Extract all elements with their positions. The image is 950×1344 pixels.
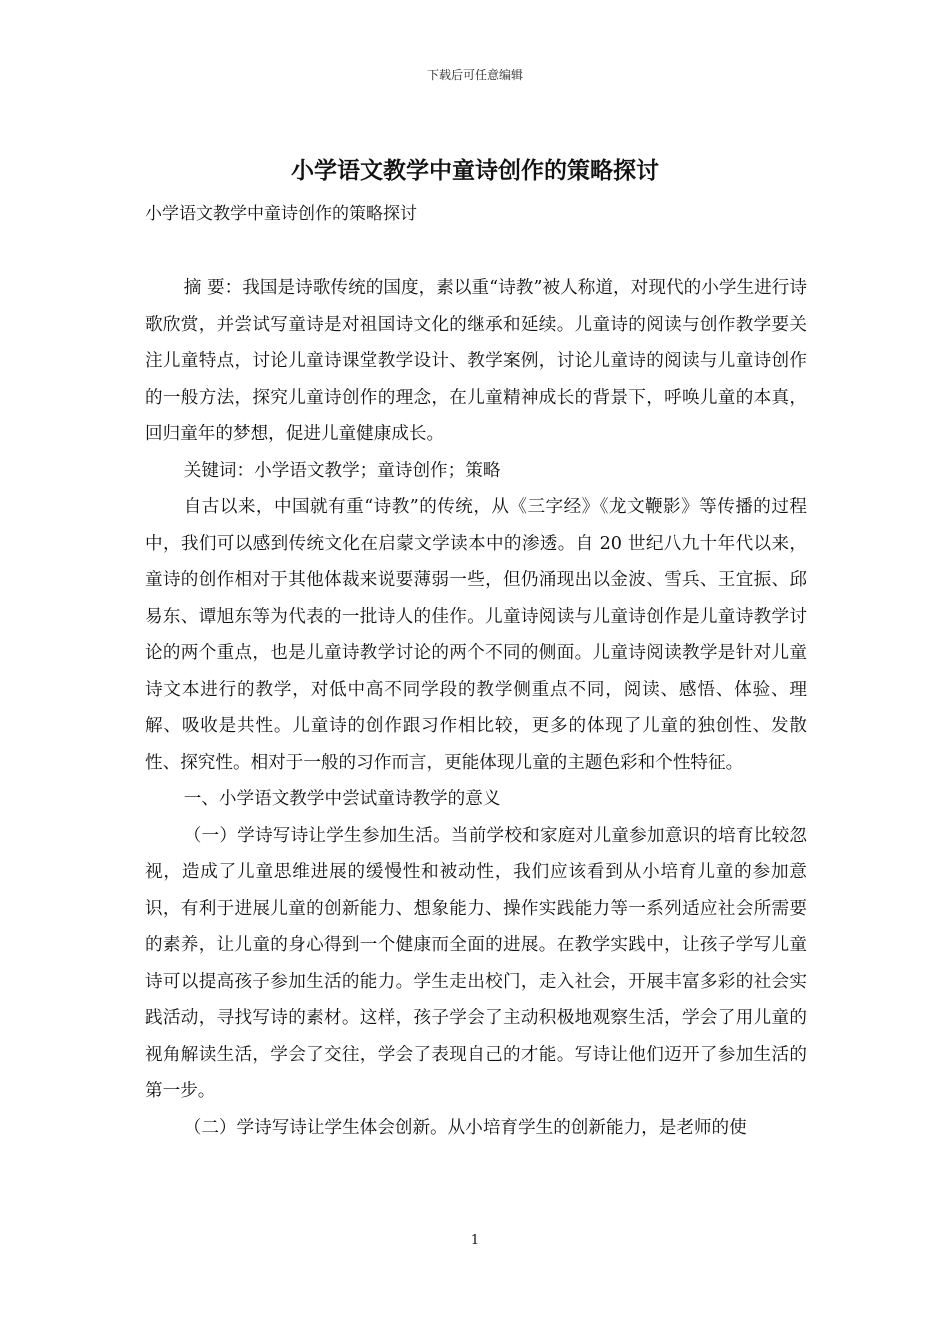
page-number: 1	[470, 1233, 480, 1248]
subsection-paragraph: （二）学诗写诗让学生体会创新。从小培育学生的创新能力，是老师的使	[183, 1117, 747, 1138]
document-subtitle: 小学语文教学中童诗创作的策略探讨	[145, 204, 417, 224]
document-body	[145, 270, 807, 1146]
abstract-paragraph: 摘 要：我国是诗歌传统的国度，素以重“诗教”被人称道，对现代的小学生进行诗歌欣赏，并尝试写童诗是对祖国诗文化的继承和延续。儿童诗的阅读与创作教学要关注儿童特点，讨论儿童诗课堂教学设计、教学案例，讨论儿童诗的阅读与儿童诗创作的一般方法，探究儿童诗创作的理念，在儿童精神成长的背景下，呼唤儿童的本真，回归童年的梦想，促进儿童健康成长。	[145, 278, 807, 444]
section-heading: 一、小学语文教学中尝试童诗教学的意义	[183, 789, 501, 809]
document-title: 小学语文教学中童诗创作的策略探讨	[291, 157, 659, 184]
intro-paragraph: 自古以来，中国就有重“诗教”的传统，从《三字经》《龙文鞭影》等传播的过程中，我们可以感到传统文化在启蒙文学读本中的渗透。自 20 世纪八九十年代以来，童诗的创作相对于其他体裁来说要薄弱一些，但仍涌现出以金波、雪兵、王宜振、邱易东、谭旭东等为代表的一批诗人的佳作。儿童诗阅读与儿童诗创作是儿童诗教学讨论的两个重点，也是儿童诗教学讨论的两个不同的侧面。儿童诗阅读教学是针对儿童诗文本进行的教学，对低中高不同学段的教学侧重点不同，阅读、感悟、体验、理解、吸收是共性。儿童诗的创作跟习作相比较，更多的体现了儿童的独创性、发散性、探究性。相对于一般的习作而言，更能体现儿童的主题色彩和个性特征。	[145, 497, 807, 773]
keywords-paragraph: 关键词：小学语文教学；童诗创作；策略	[183, 460, 501, 481]
page-header: 下载后可任意编辑	[426, 68, 523, 82]
subsection-paragraph: （一）学诗写诗让学生参加生活。当前学校和家庭对儿童参加意识的培育比较忽视，造成了儿童思维进展的缓慢性和被动性，我们应该看到从小培育儿童的参加意识，有利于进展儿童的创新能力、想象能力、操作实践能力等一系列适应社会所需要的素养，让儿童的身心得到一个健康而全面的进展。在教学实践中，让孩子学写儿童诗可以提高孩子参加生活的能力。学生走出校门，走入社会，开展丰富多彩的社会实践活动，寻找写诗的素材。这样，孩子学会了主动积极地观察生活，学会了用儿童的视角解读生活，学会了交往，学会了表现自己的才能。写诗让他们迈开了参加生活的第一步。	[145, 825, 807, 1101]
